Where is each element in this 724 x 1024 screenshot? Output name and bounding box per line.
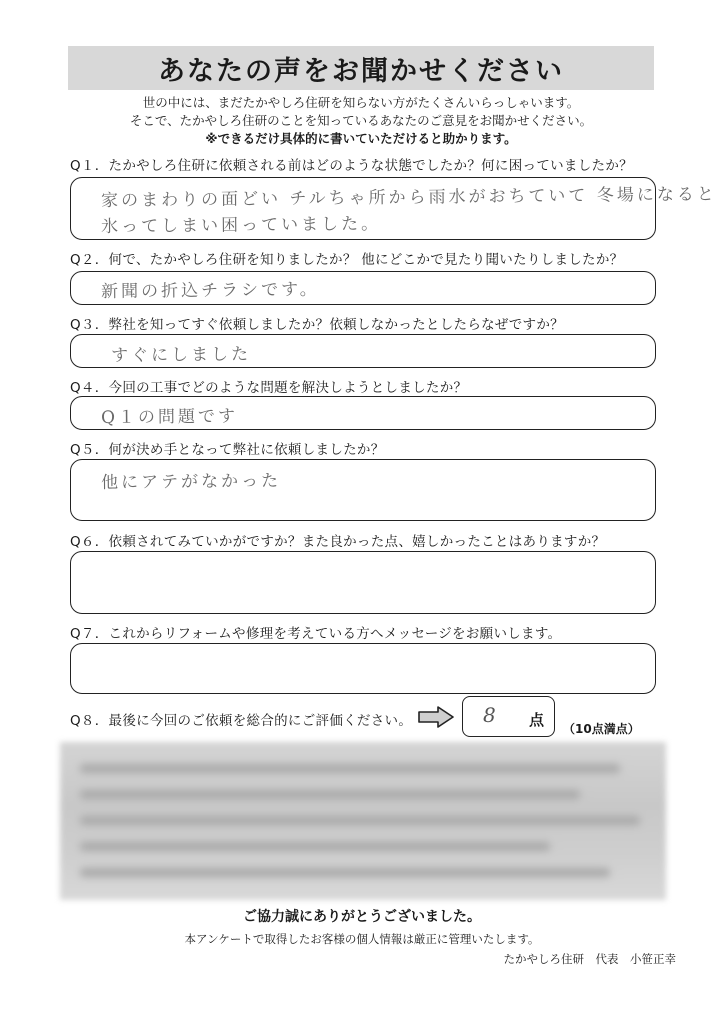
- question-3-answer-box[interactable]: [70, 334, 656, 368]
- question-2-answer: 新聞の折込チラシです。: [100, 279, 320, 302]
- intro-text: [68, 94, 654, 148]
- question-5-label: Q５．何が決め手となって弊社に依頼しましたか？: [70, 442, 385, 458]
- redacted-line: [80, 868, 610, 877]
- rating-value: 8: [483, 703, 496, 727]
- question-1-answer-line-2: 氷ってしまい困っていました。: [100, 214, 382, 237]
- company-signature: たかやしろ住研 代表 小笹正幸: [503, 952, 676, 966]
- question-2-label: Q２．何で、たかやしろ住研を知りましたか？ 他にどこかで見たり聞いたりしましたか？: [70, 252, 624, 268]
- question-6-answer-box[interactable]: [70, 551, 656, 614]
- privacy-notice: 本アンケートで取得したお客様の個人情報は厳正に管理いたします。: [184, 932, 540, 946]
- thanks-message: ご協力誠にありがとうございました。: [243, 909, 481, 925]
- redacted-area: [60, 742, 666, 900]
- question-7-answer-box[interactable]: [70, 643, 656, 694]
- question-3-label: Q３．弊社を知ってすぐ依頼しましたか？依頼しなかったとしたらなぜですか？: [70, 317, 564, 333]
- redacted-line: [80, 816, 640, 825]
- question-8-label: Q８．最後に今回のご依頼を総合的にご評価ください。: [70, 713, 413, 729]
- question-1-label: Q１．たかやしろ住研に依頼される前はどのような状態でしたか？何に困っていましたか？: [70, 158, 633, 174]
- rating-unit: 点: [529, 711, 545, 729]
- arrow-right-icon: [418, 706, 454, 728]
- question-4-answer-box[interactable]: [70, 396, 656, 430]
- question-4-label: Q４．今回の工事でどのような問題を解決しようとしましたか？: [70, 380, 468, 396]
- rating-input-box[interactable]: [462, 696, 555, 737]
- intro-line-2: そこで、たかやしろ住研のことを知っているあなたのご意見をお聞かせください。: [129, 113, 593, 128]
- intro-line-3: ※できるだけ具体的に書いていただけると助かります。: [205, 131, 517, 146]
- redacted-line: [80, 842, 550, 851]
- question-4-answer: Q１の問題です: [100, 406, 239, 428]
- page-title: あなたの声をお聞かせください: [68, 46, 654, 90]
- intro-line-1: 世の中には、まだたかやしろ住研を知らない方がたくさんいらっしゃいます。: [142, 95, 580, 110]
- question-2-answer-box[interactable]: [70, 271, 656, 305]
- rating-scale-note: （10点満点）: [563, 722, 640, 736]
- question-6-label: Q６．依頼されてみていかがですか？また良かった点、嬉しかったことはありますか？: [70, 534, 606, 550]
- question-1-answer-box[interactable]: [70, 177, 717, 240]
- question-3-answer: すぐにしました: [110, 344, 252, 366]
- question-7-label: Q７．これからリフォームや修理を考えている方へメッセージをお願いします。: [70, 626, 562, 642]
- redacted-line: [80, 790, 580, 799]
- redacted-line: [80, 764, 620, 773]
- question-5-answer-box[interactable]: [70, 459, 656, 521]
- question-5-answer: 他にアテがなかった: [100, 471, 282, 493]
- question-1-answer-line-1: 家のまわりの面どい チルちゃ所から雨水がおちていて 冬場になると: [100, 184, 717, 211]
